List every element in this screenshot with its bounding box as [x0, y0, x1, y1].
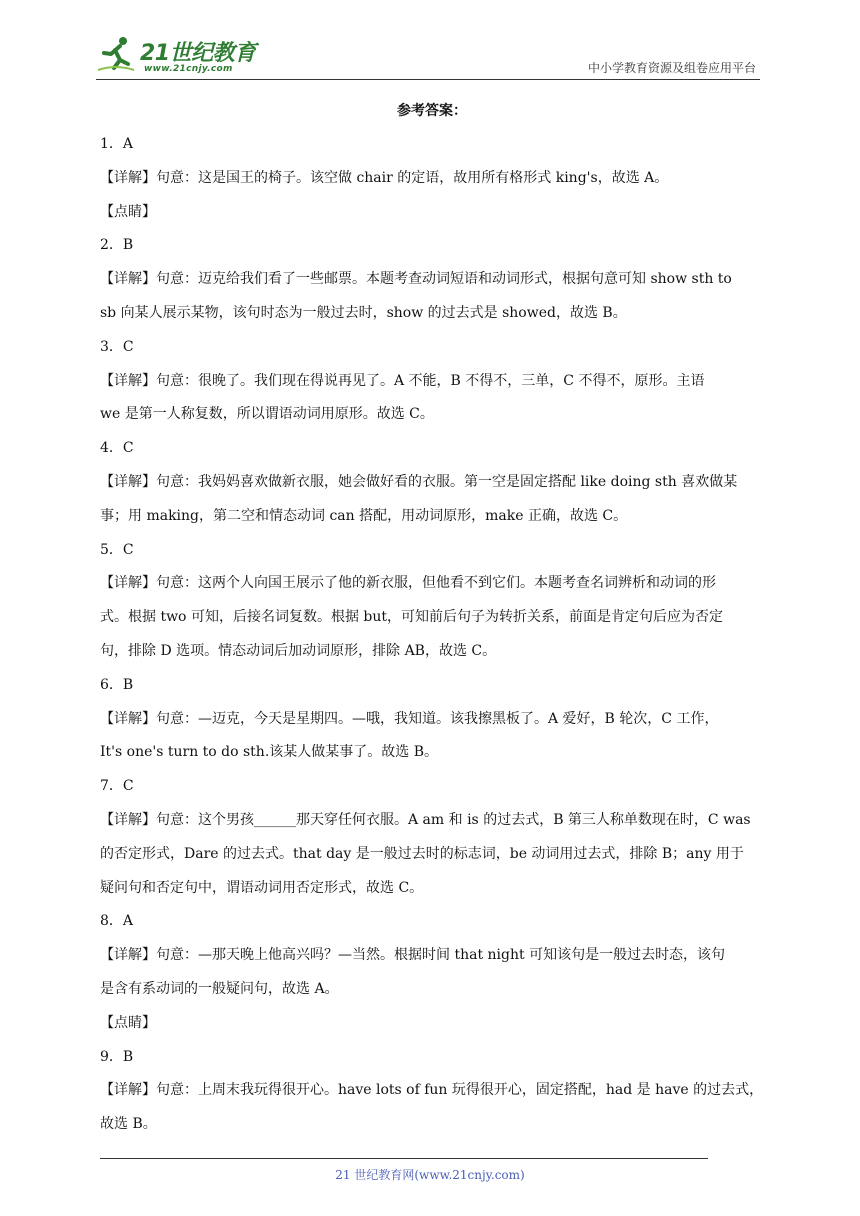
answer-line: 【详解】句意：上周末我玩得很开心。have lots of fun 玩得很开心，固定搭配，had 是 have 的过去式， — [100, 1082, 764, 1099]
answer-lines — [100, 128, 764, 1142]
answer-line: It's one's turn to do sth.该某人做某事了。故选 B。 — [100, 744, 439, 761]
answer-line: 【详解】句意：这是国王的椅子。该空做 chair 的定语，故用所有格形式 king's，故选 A。 — [100, 169, 669, 186]
answer-line: 【详解】句意：我妈妈喜欢做新衣服，她会做好看的衣服。第一空是固定搭配 like doing sth 喜欢做某 — [100, 473, 738, 490]
logo-url: www.21cnjy.com — [144, 64, 233, 74]
answer-line: 4．C — [100, 440, 134, 457]
answer-line: 8．A — [100, 913, 134, 930]
answer-line: we 是第一人称复数，所以谓语动词用原形。故选 C。 — [100, 406, 434, 423]
page-header — [96, 32, 760, 80]
logo — [96, 34, 266, 78]
answer-line: 疑问句和否定句中，谓语动词用否定形式，故选 C。 — [100, 879, 424, 896]
answer-line: 【详解】句意：—那天晚上他高兴吗？—当然。根据时间 that night 可知该句是一般过去时态，该句 — [100, 947, 726, 964]
answer-line: 2．B — [100, 237, 134, 254]
header-divider — [96, 79, 760, 80]
answer-line: 7．C — [100, 778, 134, 795]
answer-line: 句，排除 D 选项。情态动词后加动词原形，排除 AB，故选 C。 — [100, 642, 497, 659]
answer-line: 5．C — [100, 541, 134, 558]
header-slogan: 中小学教育资源及组卷应用平台 — [587, 61, 756, 75]
answer-title: 参考答案： — [397, 103, 467, 119]
answer-line: 6．B — [100, 676, 134, 693]
answer-content — [100, 96, 764, 1142]
answer-line: 【详解】句意：很晚了。我们现在得说再见了。A 不能，B 不得不，三单，C 不得不，原形。主语 — [100, 372, 705, 389]
answer-line: 的否定形式，Dare 的过去式。that day 是一般过去时的标志词，be 动词用过去式，排除 B；any 用于 — [100, 845, 744, 862]
answer-line: 9．B — [100, 1048, 134, 1065]
answer-line: 【详解】句意：迈克给我们看了一些邮票。本题考查动词短语和动词形式，根据句意可知 show sth to — [100, 271, 732, 288]
answer-line: 事；用 making，第二空和情态动词 can 搭配，用动词原形，make 正确，故选 C。 — [100, 507, 628, 524]
answer-line: 3．C — [100, 338, 134, 355]
footer-divider — [100, 1158, 708, 1159]
answer-line: sb 向某人展示某物，该句时态为一般过去时，show 的过去式是 showed，故选 B。 — [100, 304, 627, 321]
answer-line: 【详解】句意：—迈克，今天是星期四。—哦，我知道。该我擦黑板了。A 爱好，B 轮次，C 工作， — [100, 710, 719, 727]
footer-text: 21 世纪教育网(www.21cnjy.com) — [335, 1168, 525, 1182]
answer-line: 1．A — [100, 136, 134, 152]
logo-text: 21世纪教育 — [140, 41, 256, 66]
answer-line: 【详解】句意：这两个人向国王展示了他的新衣服，但他看不到它们。本题考查名词辨析和动词的形 — [100, 575, 716, 592]
answer-line: 【点睛】 — [100, 203, 156, 220]
answer-line: 是含有系动词的一般疑问句，故选 A。 — [100, 980, 339, 997]
answer-line: 【点睛】 — [100, 1014, 156, 1031]
answer-line: 式。根据 two 可知，后接名词复数。根据 but，可知前后句子为转折关系，前面是肯定句后应为否定 — [100, 609, 723, 626]
answer-line: 故选 B。 — [100, 1116, 157, 1133]
runner-logo-icon — [96, 34, 136, 74]
answer-line: 【详解】句意：这个男孩______那天穿任何衣服。A am 和 is 的过去式，B 第三人称单数现在时，C was — [100, 811, 751, 828]
